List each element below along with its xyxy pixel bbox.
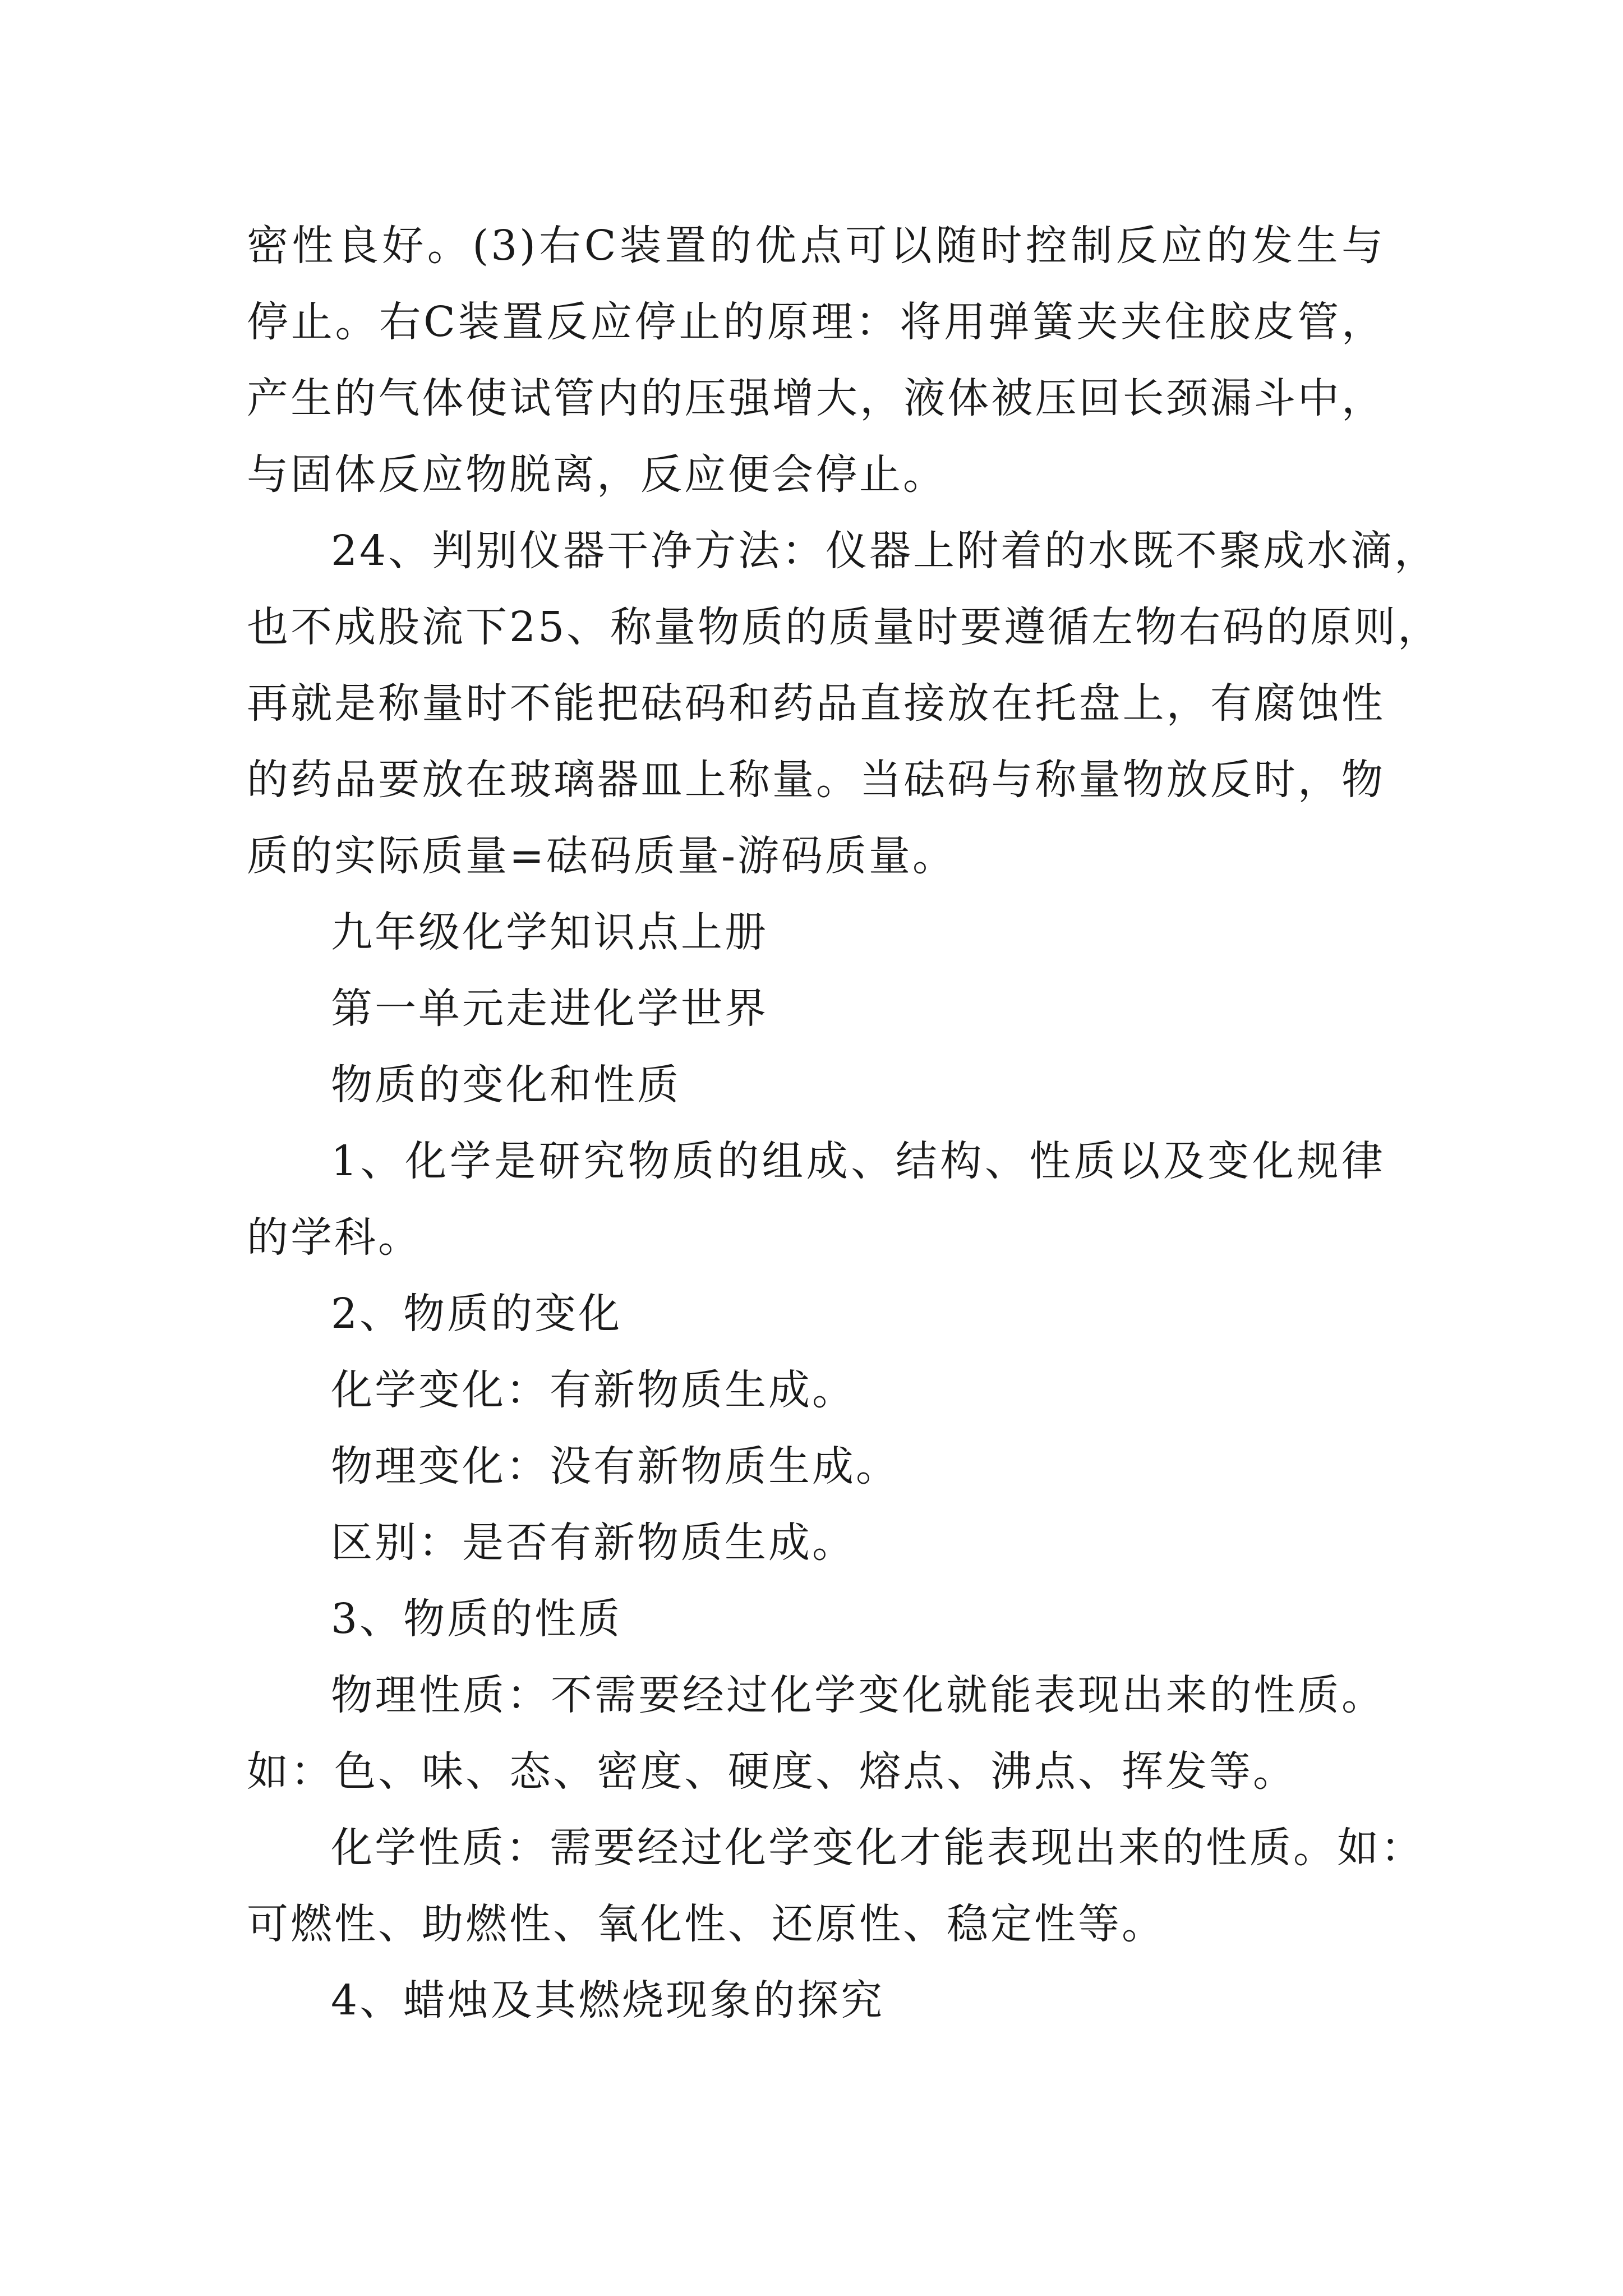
text-line: 物理性质：不需要经过化学变化就能表现出来的性质。 xyxy=(331,1671,1385,1719)
text-line: 化学变化：有新物质生成。 xyxy=(331,1366,856,1414)
text-line: 的药品要放在玻璃器皿上称量。当砝码与称量物放反时，物 xyxy=(247,756,1385,804)
text-line: 3、物质的性质 xyxy=(331,1595,623,1643)
text-line: 如：色、味、态、密度、硬度、熔点、沸点、挥发等。 xyxy=(247,1747,1297,1796)
text-line: 24、判别仪器干净方法：仪器上附着的水既不聚成水滴， xyxy=(331,527,1438,575)
text-line: 化学性质：需要经过化学变化才能表现出来的性质。如： xyxy=(331,1824,1424,1872)
text-line: 的学科。 xyxy=(247,1213,422,1262)
text-line: 再就是称量时不能把砝码和药品直接放在托盘上，有腐蚀性 xyxy=(247,679,1385,728)
text-line: 2、物质的变化 xyxy=(331,1290,623,1338)
text-line: 物理变化：没有新物质生成。 xyxy=(331,1442,900,1490)
unit-heading: 第一单元走进化学世界 xyxy=(331,984,768,1033)
text-line: 区别：是否有新物质生成。 xyxy=(331,1519,856,1567)
document-body xyxy=(247,208,1442,2039)
text-line: 1、化学是研究物质的组成、结构、性质以及变化规律 xyxy=(331,1137,1385,1185)
text-line: 密性良好。(3)右C装置的优点可以随时控制反应的发生与 xyxy=(247,222,1385,270)
section-heading: 九年级化学知识点上册 xyxy=(331,908,768,956)
text-line: 质的实际质量=砝码质量-游码质量。 xyxy=(247,832,957,880)
topic-heading: 物质的变化和性质 xyxy=(331,1061,681,1109)
text-line: 与固体反应物脱离，反应便会停止。 xyxy=(247,450,947,499)
text-line: 4、蜡烛及其燃烧现象的探究 xyxy=(331,1976,885,2024)
text-line: 也不成股流下25、称量物质的质量时要遵循左物右码的原则， xyxy=(247,603,1442,651)
text-line: 可燃性、助燃性、氧化性、还原性、稳定性等。 xyxy=(247,1900,1165,1948)
text-line: 停止。右C装置反应停止的原理：将用弹簧夹夹住胶皮管， xyxy=(247,298,1385,346)
text-line: 产生的气体使试管内的压强增大，液体被压回长颈漏斗中， xyxy=(247,374,1385,422)
